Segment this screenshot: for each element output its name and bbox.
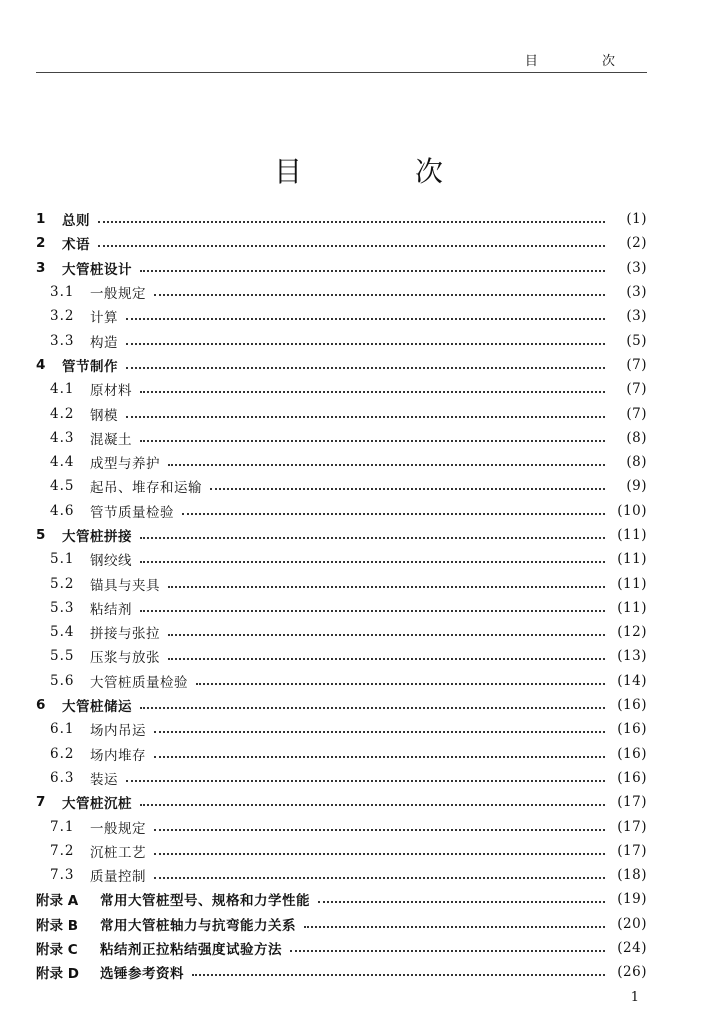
toc-entry-page: (5): [626, 332, 647, 349]
dot-leader: [126, 318, 605, 320]
toc-entry-number: 3.2: [50, 308, 75, 325]
toc-entry-page: (7): [626, 405, 647, 422]
toc-entry-label: 压浆与放张: [90, 650, 160, 667]
toc-entry: [36, 280, 647, 304]
dot-leader: [140, 537, 605, 539]
toc-entry-label: 钢绞线: [90, 553, 132, 570]
toc-entry-number: 2: [36, 235, 46, 252]
toc-entry: [36, 426, 647, 450]
toc-entry: [36, 839, 647, 863]
dot-leader: [154, 829, 605, 831]
toc-entry-label: 原材料: [90, 383, 132, 400]
dot-leader: [140, 610, 605, 612]
toc-entry: [36, 328, 647, 352]
toc-entry-page: (3): [626, 259, 647, 276]
dot-leader: [126, 343, 605, 345]
dot-leader: [140, 561, 605, 563]
toc-entry-page: (2): [626, 235, 647, 252]
dot-leader: [154, 756, 605, 758]
dot-leader: [168, 464, 605, 466]
toc-list: [36, 207, 647, 985]
toc-entry-number: 5.2: [50, 575, 75, 592]
toc-entry-label: 计算: [90, 310, 118, 327]
toc-entry-label: 常用大管桩轴力与抗弯能力关系: [100, 917, 296, 934]
toc-entry-label: 一般规定: [90, 286, 146, 303]
toc-entry: [36, 887, 647, 911]
dot-leader: [154, 731, 605, 733]
toc-entry-label: 常用大管桩型号、规格和力学性能: [100, 893, 310, 910]
toc-entry-label: 成型与养护: [90, 456, 160, 473]
toc-entry-number: 6.2: [50, 745, 75, 762]
dot-leader: [168, 634, 605, 636]
dot-leader: [192, 974, 605, 976]
toc-entry: [36, 814, 647, 838]
toc-entry-number: 5.1: [50, 551, 75, 568]
toc-entry-label: 装运: [90, 771, 118, 788]
toc-entry-number: 5.3: [50, 599, 75, 616]
toc-entry-label: 粘结剂正拉粘结强度试验方法: [100, 942, 282, 959]
toc-entry: [36, 863, 647, 887]
toc-entry-number: 5.4: [50, 624, 75, 641]
toc-entry-number: 7.2: [50, 842, 75, 859]
toc-entry-label: 锚具与夹具: [90, 577, 160, 594]
dot-leader: [182, 513, 605, 515]
toc-entry-label: 粘结剂: [90, 601, 132, 618]
toc-entry-number: 6: [36, 697, 46, 714]
header-rule: [36, 72, 647, 73]
toc-entry-label: 质量控制: [90, 869, 146, 886]
dot-leader: [98, 245, 605, 247]
toc-entry-page: (1): [626, 211, 647, 228]
toc-entry-number: 4.4: [50, 454, 75, 471]
toc-entry: [36, 596, 647, 620]
toc-entry-label: 管节制作: [62, 358, 118, 375]
toc-entry-label: 场内吊运: [90, 723, 146, 740]
toc-entry-page: (14): [617, 672, 647, 689]
toc-entry-number: 3.3: [50, 332, 75, 349]
toc-entry-label: 大管桩储运: [62, 699, 132, 716]
toc-entry-page: (24): [617, 940, 647, 957]
toc-entry: [36, 401, 647, 425]
toc-entry: [36, 644, 647, 668]
toc-entry-page: (7): [626, 381, 647, 398]
toc-entry-page: (8): [626, 429, 647, 446]
toc-entry: [36, 353, 647, 377]
toc-entry-page: (17): [617, 818, 647, 835]
toc-entry-page: (8): [626, 454, 647, 471]
toc-entry-number: 4.5: [50, 478, 75, 495]
toc-entry-number: 1: [36, 211, 46, 228]
dot-leader: [140, 804, 605, 806]
toc-entry-page: (10): [617, 502, 647, 519]
toc-entry-label: 一般规定: [90, 820, 146, 837]
toc-entry-label: 大管桩设计: [62, 261, 132, 278]
toc-entry-number: 6.3: [50, 769, 75, 786]
toc-entry-page: (3): [626, 284, 647, 301]
toc-entry: [36, 571, 647, 595]
toc-entry: [36, 742, 647, 766]
dot-leader: [168, 586, 605, 588]
toc-entry-label: 拼接与张拉: [90, 626, 160, 643]
toc-entry: [36, 256, 647, 280]
toc-entry: [36, 936, 647, 960]
toc-entry-label: 大管桩沉桩: [62, 796, 132, 813]
toc-entry-page: (13): [617, 648, 647, 665]
toc-entry: [36, 499, 647, 523]
toc-entry-number: 附录 A: [36, 893, 79, 910]
toc-entry-number: 3.1: [50, 284, 75, 301]
dot-leader: [210, 488, 605, 490]
toc-entry-page: (7): [626, 356, 647, 373]
dot-leader: [140, 440, 605, 442]
toc-entry-number: 4.2: [50, 405, 75, 422]
toc-entry-label: 起吊、堆存和运输: [90, 480, 202, 497]
dot-leader: [140, 707, 605, 709]
toc-entry-number: 4.1: [50, 381, 75, 398]
toc-entry: [36, 547, 647, 571]
toc-entry-page: (12): [617, 624, 647, 641]
toc-entry-label: 构造: [90, 334, 118, 351]
dot-leader: [98, 221, 605, 223]
toc-entry-number: 7.3: [50, 867, 75, 884]
toc-entry-page: (11): [617, 575, 647, 592]
toc-entry-page: (11): [617, 599, 647, 616]
toc-entry-number: 3: [36, 259, 46, 276]
toc-entry-number: 附录 C: [36, 942, 78, 959]
toc-entry-page: (19): [617, 891, 647, 908]
toc-entry: [36, 912, 647, 936]
toc-entry: [36, 766, 647, 790]
toc-entry: [36, 790, 647, 814]
toc-entry-page: (20): [617, 915, 647, 932]
toc-entry-number: 6.1: [50, 721, 75, 738]
toc-entry-page: (16): [617, 721, 647, 738]
toc-entry: [36, 523, 647, 547]
toc-entry: [36, 960, 647, 984]
toc-entry: [36, 377, 647, 401]
toc-entry: [36, 207, 647, 231]
toc-entry: [36, 474, 647, 498]
toc-entry-number: 7.1: [50, 818, 75, 835]
toc-entry: [36, 450, 647, 474]
dot-leader: [290, 950, 605, 952]
dot-leader: [154, 853, 605, 855]
toc-entry-label: 钢模: [90, 407, 118, 424]
toc-entry-page: (26): [617, 964, 647, 981]
toc-entry-number: 4.6: [50, 502, 75, 519]
toc-entry-label: 选锤参考资料: [100, 966, 184, 983]
toc-entry: [36, 669, 647, 693]
toc-entry-page: (9): [626, 478, 647, 495]
toc-entry-number: 5: [36, 527, 46, 543]
running-head: 目 次: [524, 54, 645, 69]
toc-entry-page: (18): [617, 867, 647, 884]
page-number: 1: [630, 990, 639, 1005]
toc-title: 目 次: [274, 155, 495, 188]
toc-entry-page: (16): [617, 697, 647, 714]
toc-entry-number: 5.5: [50, 648, 75, 665]
toc-entry-number: 4: [36, 356, 46, 373]
dot-leader: [304, 926, 605, 928]
toc-entry-page: (11): [617, 527, 647, 543]
toc-entry-number: 7: [36, 794, 46, 811]
dot-leader: [318, 901, 605, 903]
toc-entry: [36, 620, 647, 644]
toc-entry-page: (11): [617, 551, 647, 568]
toc-entry-label: 混凝土: [90, 431, 132, 448]
toc-entry: [36, 231, 647, 255]
dot-leader: [126, 367, 605, 369]
dot-leader: [126, 416, 605, 418]
toc-entry-number: 附录 D: [36, 966, 79, 983]
toc-entry: [36, 304, 647, 328]
toc-entry-page: (16): [617, 769, 647, 786]
dot-leader: [154, 294, 605, 296]
toc-entry-number: 4.3: [50, 429, 75, 446]
dot-leader: [140, 270, 605, 272]
toc-entry-page: (17): [617, 794, 647, 811]
toc-entry-label: 总则: [62, 213, 90, 230]
toc-entry-page: (16): [617, 745, 647, 762]
dot-leader: [126, 780, 605, 782]
dot-leader: [168, 658, 605, 660]
toc-entry: [36, 693, 647, 717]
toc-entry-label: 大管桩拼接: [62, 529, 132, 545]
toc-entry-page: (17): [617, 842, 647, 859]
toc-entry-number: 5.6: [50, 672, 75, 689]
toc-entry-label: 术语: [62, 237, 90, 254]
toc-entry: [36, 717, 647, 741]
toc-entry-label: 大管桩质量检验: [90, 674, 188, 691]
toc-entry-label: 管节质量检验: [90, 504, 174, 521]
toc-entry-label: 场内堆存: [90, 747, 146, 764]
toc-entry-label: 沉桩工艺: [90, 844, 146, 861]
dot-leader: [196, 683, 605, 685]
dot-leader: [154, 877, 605, 879]
dot-leader: [140, 391, 605, 393]
toc-entry-page: (3): [626, 308, 647, 325]
toc-entry-number: 附录 B: [36, 917, 78, 934]
